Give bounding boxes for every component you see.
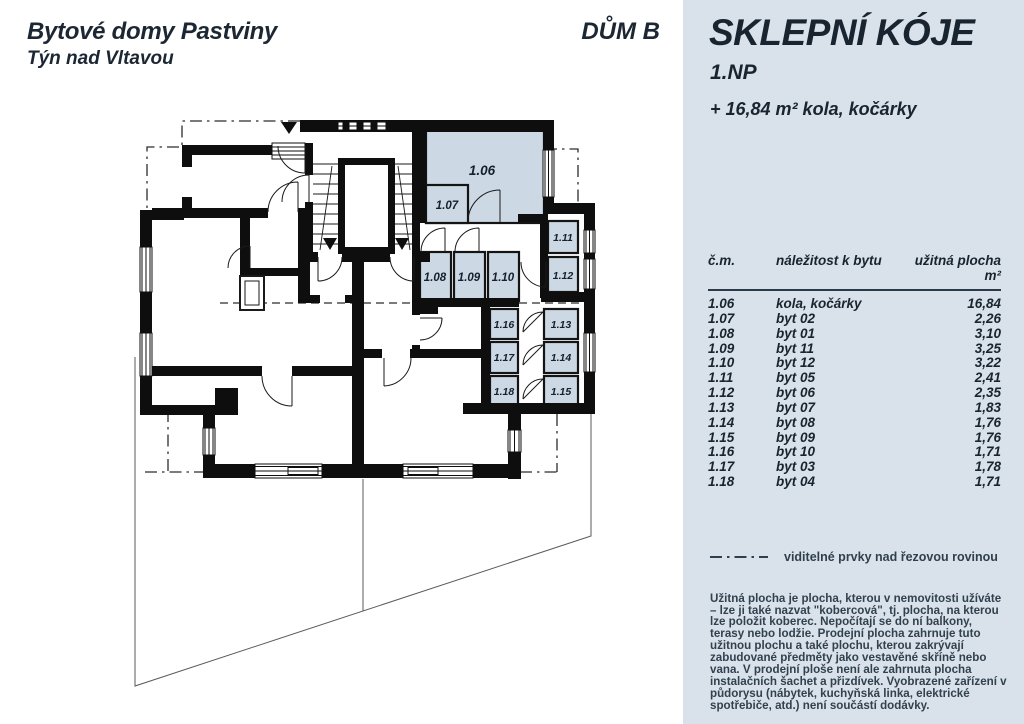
footnote-text: Užitná plocha je plocha, kterou v nemovitosti užíváte – lze ji také nazvat "kobercová", tj. plocha, na kterou lze položit koberec. Nepočítají se do ní balkony, terasy nebo lodžie. Prodejní plocha zahrnuje tuto užitnou plochu a také plochu, kterou zakrývají zabudované předměty jako vestavěné skříně nebo vana. V prodejní ploše není ale zahrnuta plocha instalačních šachet a přizdívek. Vyobrazené zařízení v půdorysu (nábytek, kuchyňská linka, elektrické spotřebiče, atd.) není součástí dodávky.: [710, 591, 1007, 712]
col-header-apartment: náležitost k bytu: [776, 253, 882, 268]
col-header-area: užitná plocha m²: [914, 253, 1001, 283]
room-label-1-06: 1.06: [468, 163, 496, 178]
area-note: + 16,84 m² kola, kočárky: [710, 99, 917, 119]
room-label-1-11: 1.11: [553, 232, 573, 244]
shaft-box: [240, 276, 264, 310]
room-label-1-17: 1.17: [493, 352, 515, 364]
table-row: 1.09 byt 11 3,25: [708, 340, 1001, 356]
table-row: 1.15 byt 09 1,76: [708, 429, 1001, 445]
table-row: 1.18 byt 04 1,71: [708, 474, 1001, 490]
table-row: 1.13 byt 07 1,83: [708, 399, 1001, 415]
table-row: 1.11 byt 05 2,41: [708, 370, 1001, 386]
room-label-1-08: 1.08: [423, 272, 447, 284]
room-label-1-07: 1.07: [435, 200, 459, 212]
table-row: 1.17 byt 03 1,78: [708, 459, 1001, 475]
project-title: Bytové domy Pastviny: [27, 18, 278, 45]
room-label-1-18: 1.18: [493, 386, 515, 398]
legend: [710, 550, 998, 564]
room-label-1-12: 1.12: [552, 270, 574, 282]
room-label-1-13: 1.13: [550, 319, 572, 331]
table-header-row: [708, 253, 1001, 291]
entrance-arrow-icon: [281, 122, 297, 134]
table-row: 1.06 kola, kočárky 16,84: [708, 296, 1001, 311]
table-row: 1.07 byt 02 2,26: [708, 310, 1001, 326]
project-subtitle: Týn nad Vltavou: [27, 48, 174, 69]
col-header-room-number: č.m.: [708, 253, 736, 268]
room-label-1-09: 1.09: [457, 272, 481, 284]
legend-label: viditelné prvky nad řezovou rovinou: [784, 550, 998, 564]
building-label: DŮM B: [581, 18, 660, 45]
room-label-1-15: 1.15: [550, 386, 572, 398]
table-row: 1.16 byt 10 1,71: [708, 444, 1001, 460]
table-row: 1.12 byt 06 2,35: [708, 385, 1001, 401]
table-row: 1.14 byt 08 1,76: [708, 414, 1001, 430]
table-row: 1.10 byt 12 3,22: [708, 355, 1001, 371]
panel-title: SKLEPNÍ KÓJE: [709, 12, 975, 53]
room-label-1-14: 1.14: [550, 352, 572, 364]
room-table: [708, 253, 1001, 490]
room-label-1-10: 1.10: [491, 272, 515, 284]
dashdot-line-icon: [710, 555, 768, 559]
info-panel: [683, 0, 1024, 724]
table-row: 1.08 byt 01 3,10: [708, 325, 1001, 341]
table-body: [708, 297, 1001, 490]
room-label-1-16: 1.16: [493, 319, 515, 331]
floor-label: 1.NP: [710, 61, 757, 84]
